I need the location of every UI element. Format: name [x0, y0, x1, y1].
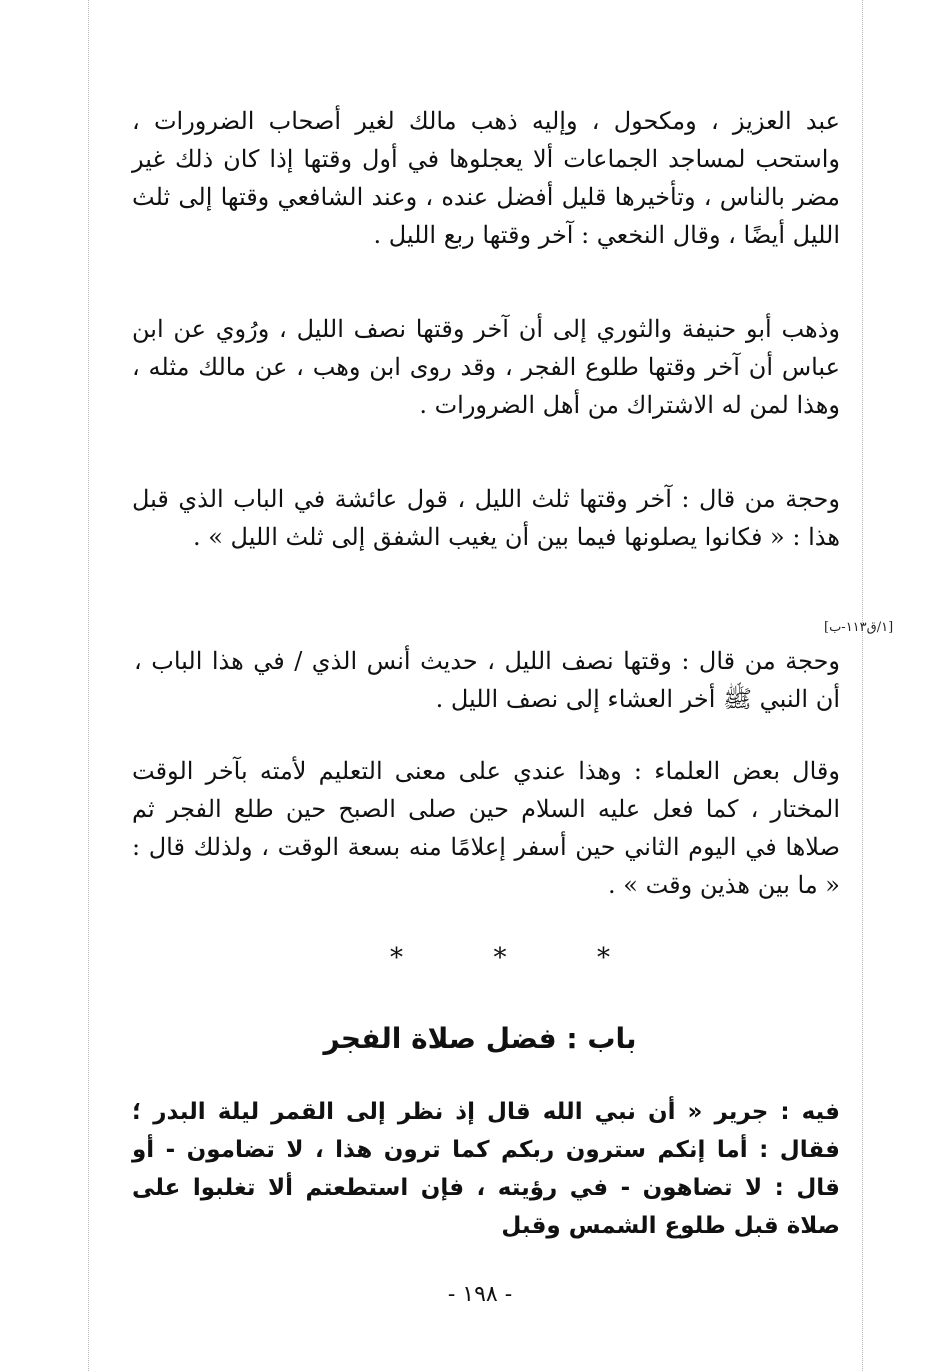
paragraph-4: وحجة من قال : وقتها نصف الليل ، حديث أنس الذي / في هذا الباب ، أن النبي ﷺ أخر العشاء إلى نصف الليل .	[134, 647, 840, 713]
paragraph-2: وذهب أبو حنيفة والثوري إلى أن آخر وقتها نصف الليل ، ورُوي عن ابن عباس أن آخر وقتها طلوع الفجر ، وقد روى ابن وهب ، عن مالك مثله ، وهذا لمن له الاشتراك من أهل الضرورات .	[132, 315, 840, 419]
separator-star-1: *	[390, 943, 403, 973]
separator-star-3: *	[597, 943, 610, 973]
manuscript-margin-note: [١/ق١١٣-ب]	[824, 620, 894, 635]
right-page-edge	[862, 0, 863, 1371]
book-page	[100, 60, 894, 1340]
paragraph-3: وحجة من قال : آخر وقتها ثلث الليل ، قول عائشة في الباب الذي قبل هذا : « فكانوا يصلونها فيما بين أن يغيب الشفق إلى ثلث الليل » .	[132, 485, 840, 551]
separator-star-2: *	[493, 943, 507, 973]
left-page-edge	[88, 0, 89, 1371]
paragraph-1: عبد العزيز ، ومكحول ، وإليه ذهب مالك لغير أصحاب الضرورات ، واستحب لمساجد الجماعات ألا يعجلوها في أول وقتها إذا كان ذلك غير مضر بالناس ، وتأخيرها قليل أفضل عنده ، وعند الشافعي وقتها إلى ثلث الليل أيضًا ، وقال النخعي : آخر وقتها ربع الليل .	[132, 107, 840, 249]
section-separator	[390, 943, 610, 973]
hadith-paragraph: فيه : جرير « أن نبي الله قال إذ نظر إلى القمر ليلة البدر ؛ فقال : أما إنكم سترون ربكم كما ترون هذا ، لا تضامون - أو قال : لا تضاهون - في رؤيته ، فإن استطعتم ألا تغلبوا على صلاة قبل طلوع الشمس وقبل	[132, 1099, 840, 1239]
paragraph-5: وقال بعض العلماء : وهذا عندي على معنى التعليم لأمته بآخر الوقت المختار ، كما فعل عليه السلام حين صلى الصبح حين طلع الفجر ثم صلاها في اليوم الثاني حين أسفر إعلامًا منه بسعة الوقت ، ولذلك قال : « ما بين هذين وقت » .	[132, 757, 840, 899]
page-number: - ١٩٨ -	[447, 1282, 513, 1307]
chapter-heading: باب : فضل صلاة الفجر	[323, 1022, 637, 1056]
